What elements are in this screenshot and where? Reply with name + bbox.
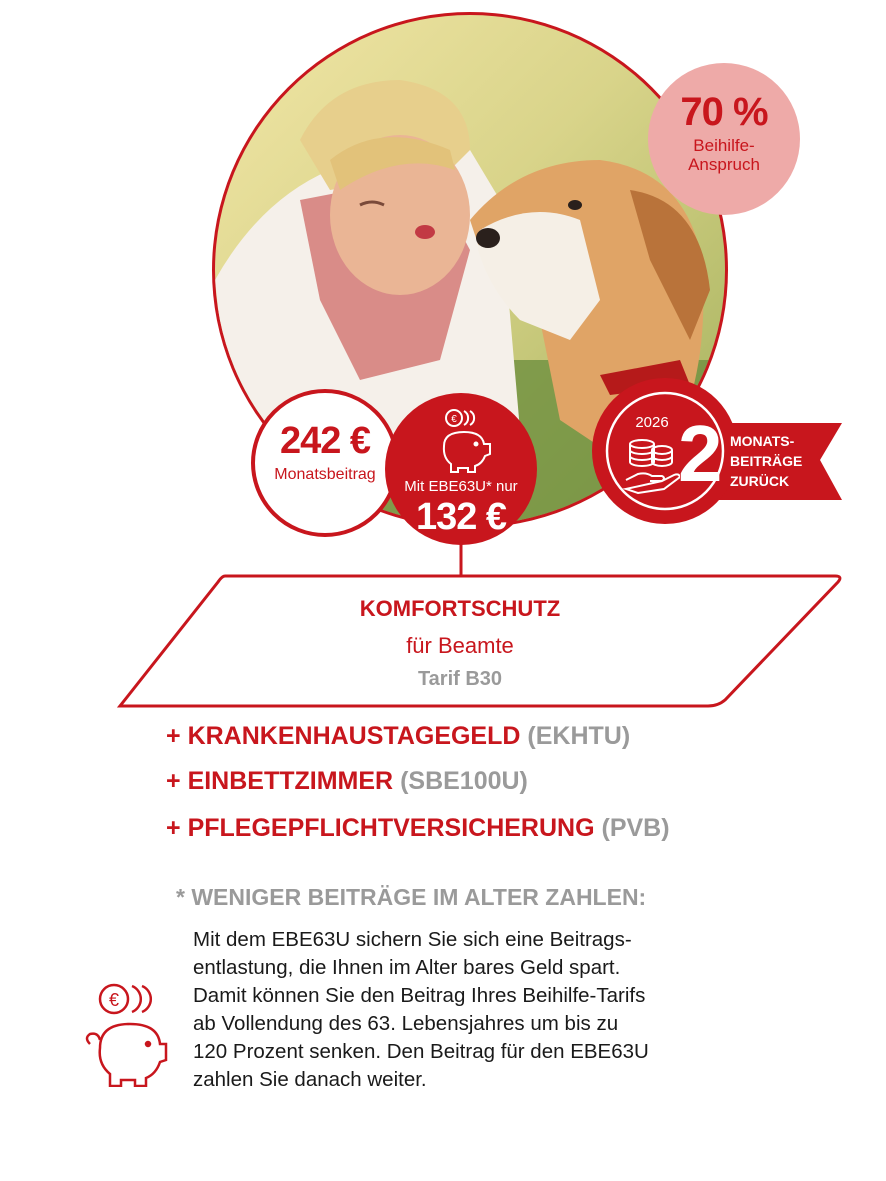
coins-hand-icon: [622, 436, 680, 494]
note-body: Mit dem EBE63U sichern Sie sich eine Beitrags- entlastung, die Ihnen im Alter bares Geld spart. Damit können Sie den Beitrag Ihres Beihilfe-Tarifs ab Vollendung des 63. Lebensjahres um bis zu 120 Prozent senken. Den Beitrag für den EBE63U zahlen Sie danach weiter.: [193, 928, 649, 1091]
piggy-bank-coins-icon: [432, 408, 494, 474]
plan-subtitle: für Beamte: [406, 633, 514, 658]
addon-item: + EINBETTZIMMER (SBE100U): [166, 767, 528, 795]
beihilfe-percent: 70 %: [680, 90, 768, 134]
addon-item: + PFLEGEPFLICHTVERSICHERUNG (PVB): [166, 814, 670, 842]
plan-box-shape: [0, 540, 886, 720]
svg-text:€: €: [108, 990, 120, 1010]
ebe-prefix: Mit EBE63U* nur: [404, 478, 518, 495]
piggy-bank-icon: [80, 982, 170, 1087]
price-label: Monatsbeitrag: [274, 466, 376, 483]
price-badge-shape: [250, 388, 400, 538]
refund-label: MONATS- BEITRÄGE ZURÜCK: [730, 433, 803, 489]
refund-number: 2: [678, 409, 723, 498]
price-amount: 242 €: [279, 420, 371, 462]
plan-tariff: Tarif B30: [417, 668, 503, 690]
ebe-amount: 132 €: [415, 496, 507, 538]
note-heading: * WENIGER BEITRÄGE IM ALTER ZAHLEN:: [176, 884, 647, 910]
svg-text:€: €: [451, 414, 457, 425]
addon-item: + KRANKENHAUSTAGEGELD (EKHTU): [166, 722, 631, 750]
refund-year: 2026: [635, 414, 669, 431]
beihilfe-label: Beihilfe- Anspruch: [688, 136, 760, 174]
plan-title: KOMFORTSCHUTZ: [359, 596, 561, 621]
